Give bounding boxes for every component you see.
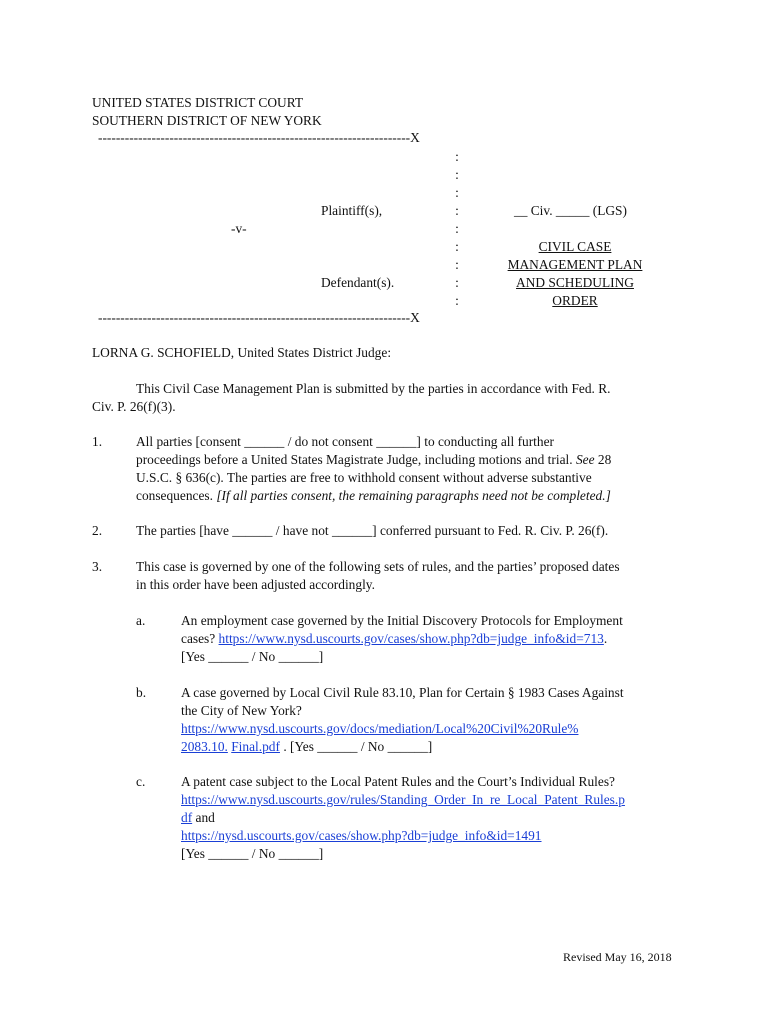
item-1-text: 28: [594, 452, 612, 467]
item-3c-line: [181, 791, 625, 809]
document-title-line: MANAGEMENT PLAN: [507, 257, 643, 272]
item-3b-consent: . [Yes ______ / No ______]: [279, 739, 433, 754]
item-3a-text: .: [603, 631, 608, 646]
item-3b-letter: b.: [136, 685, 147, 700]
item-3c-letter: c.: [136, 774, 146, 789]
individual-rules-link[interactable]: https://nysd.uscourts.gov/cases/show.php?db=judge_info&id=1491: [181, 828, 542, 843]
item-3-number: 3.: [92, 559, 103, 574]
document-title: [480, 238, 670, 310]
case-number: __ Civ. _____ (LGS): [514, 203, 627, 218]
item-3c-line: [181, 809, 215, 827]
item-3a-line: An employment case governed by the Initial Discovery Protocols for Employment: [181, 613, 623, 628]
item-1-line: All parties [consent ______ / do not consent ______] to conducting all further: [136, 434, 554, 449]
court-name: UNITED STATES DISTRICT COURT: [92, 95, 304, 110]
item-3a-consent: [Yes ______ / No ______]: [181, 649, 324, 664]
caption-rule-bottom: ----------------------------------------------------------------------X: [98, 310, 420, 325]
caption-colon: :: [455, 185, 459, 200]
item-3a-text: cases?: [181, 631, 219, 646]
item-3b-line: A case governed by Local Civil Rule 83.10, Plan for Certain § 1983 Cases Against: [181, 685, 624, 700]
item-3c-line: A patent case subject to the Local Patent Rules and the Court’s Individual Rules?: [181, 774, 615, 789]
item-3a-line: [181, 630, 607, 648]
local-rule-83-10-link[interactable]: https://www.nysd.uscourts.gov/docs/mediation/Local%20Civil%20Rule%: [181, 721, 579, 736]
item-1-line: [136, 487, 611, 505]
court-district: SOUTHERN DISTRICT OF NEW YORK: [92, 113, 322, 128]
item-1-line: U.S.C. § 636(c). The parties are free to withhold consent without adverse substantive: [136, 470, 592, 485]
item-1-note: [If all parties consent, the remaining paragraphs need not be completed.]: [216, 488, 611, 503]
item-3b-line: [181, 720, 578, 738]
item-2-line: The parties [have ______ / have not ______] conferred pursuant to Fed. R. Civ. P. 26(f).: [136, 523, 609, 538]
item-1-line: [136, 451, 611, 469]
final-pdf-link[interactable]: Final.pdf: [231, 739, 280, 754]
item-3-line: This case is governed by one of the following sets of rules, and the parties’ proposed dates: [136, 559, 620, 574]
item-1-number: 1.: [92, 434, 103, 449]
caption-colon: :: [455, 293, 459, 308]
caption-rule-top: ----------------------------------------------------------------------X: [98, 130, 420, 145]
document-title-line: AND SCHEDULING: [516, 275, 634, 290]
patent-rules-link[interactable]: https://www.nysd.uscourts.gov/rules/Standing_Order_In_re_Local_Patent_Rules.p: [181, 792, 625, 807]
employment-protocols-link[interactable]: https://www.nysd.uscourts.gov/cases/show.php?db=judge_info&id=713: [218, 631, 604, 646]
caption-colon: :: [455, 257, 459, 272]
item-2-number: 2.: [92, 523, 103, 538]
document-title-line: CIVIL CASE: [538, 239, 612, 254]
item-3c-consent: [Yes ______ / No ______]: [181, 846, 324, 861]
caption-colon: :: [455, 221, 459, 236]
intro-line-2: Civ. P. 26(f)(3).: [92, 399, 176, 414]
item-3b-line: [181, 738, 432, 756]
caption-colon: :: [455, 239, 459, 254]
item-1-see: See: [575, 452, 595, 467]
plaintiff-label: Plaintiff(s),: [321, 203, 383, 218]
versus-label: -v-: [231, 221, 247, 236]
item-1-text: proceedings before a United States Magistrate Judge, including motions and trial.: [136, 452, 576, 467]
revision-date: Revised May 16, 2018: [563, 950, 672, 964]
item-1-text: consequences.: [136, 488, 217, 503]
document-title-line: ORDER: [552, 293, 598, 308]
item-3c-text: and: [192, 810, 215, 825]
item-3-line: in this order have been adjusted accordingly.: [136, 577, 375, 592]
item-3b-line: the City of New York?: [181, 703, 302, 718]
item-3c-line: [181, 827, 542, 845]
caption-colon: :: [455, 203, 459, 218]
defendant-label: Defendant(s).: [321, 275, 395, 290]
intro-line-1: This Civil Case Management Plan is submitted by the parties in accordance with Fed. R.: [136, 381, 611, 396]
patent-rules-link[interactable]: df: [181, 810, 193, 825]
caption-colon: :: [455, 167, 459, 182]
caption-colon: :: [455, 275, 459, 290]
judge-line: LORNA G. SCHOFIELD, United States District Judge:: [92, 345, 392, 360]
caption-colon: :: [455, 149, 459, 164]
local-rule-83-10-link[interactable]: 2083.10.: [181, 739, 228, 754]
item-3a-letter: a.: [136, 613, 146, 628]
